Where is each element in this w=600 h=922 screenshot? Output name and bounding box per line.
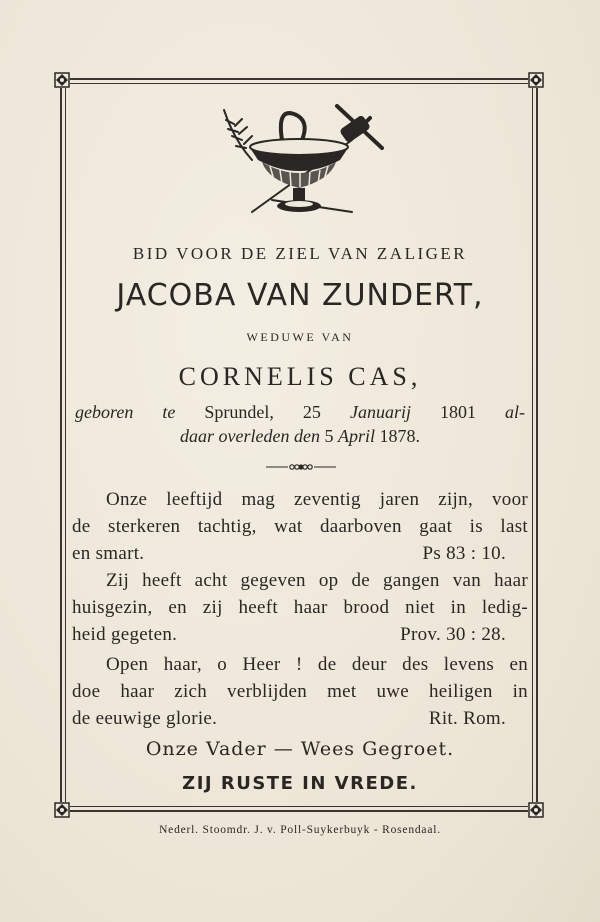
prayers-line: Onze Vader — Wees Gegroet. xyxy=(145,738,455,760)
relation-label: WEDUWE VAN xyxy=(246,330,354,344)
verse-reference: Ps 83 : 10. xyxy=(422,543,506,564)
verse-ritual: Open haar, o Heer ! de deur des levens en doe haar zich verblijden met uwe heiligen in de eeuwige glorie. Rit. Rom. xyxy=(72,651,528,732)
ornament-corner-icon xyxy=(528,72,544,88)
verse-reference: Prov. 30 : 28. xyxy=(400,624,506,645)
closing-line: ZIJ RUSTE IN VREDE. xyxy=(182,773,418,794)
verse-reference: Rit. Rom. xyxy=(428,708,506,729)
heading: BID VOOR DE ZIEL VAN ZALIGER xyxy=(132,244,468,263)
verse-proverbs: Zij heeft acht gegeven op de gangen van haar huisgezin, en zij heeft haar brood niet in ledig- heid gegeten. Prov. 30 : 28. xyxy=(72,567,528,648)
holy-water-vessel-with-palm-and-cross-icon xyxy=(212,100,387,225)
printer-imprint: Nederl. Stoomdr. J. v. Poll-Suykerbuyk - Rosendaal. xyxy=(159,824,441,836)
deceased-name: JACOBA VAN ZUNDERT, xyxy=(116,278,484,313)
spouse-name: CORNELIS CAS, xyxy=(178,362,422,391)
ornament-corner-icon xyxy=(528,802,544,818)
ornament-corner-icon xyxy=(54,802,70,818)
death-line: daar overleden den 5 April 1878. xyxy=(180,426,420,446)
ornament-corner-icon xyxy=(54,72,70,88)
verse-psalm: Onze leeftijd mag zeventig jaren zijn, voor de sterkeren tachtig, wat daarboven gaat is last en smart. Ps 83 : 10. xyxy=(72,486,528,567)
birth-death-line xyxy=(72,400,528,448)
birth-line: geboren te Sprundel, 25 Januarij 1801 al- xyxy=(75,402,526,422)
ornamental-divider-icon xyxy=(266,460,336,479)
